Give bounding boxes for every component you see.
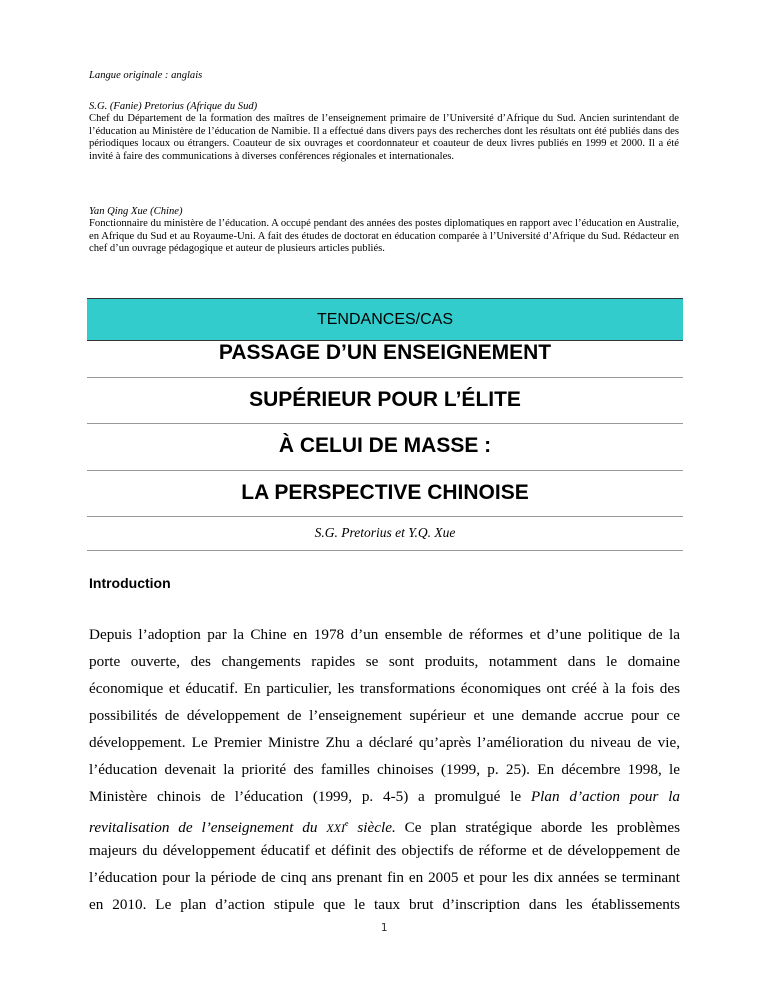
section-heading: Introduction — [89, 575, 171, 591]
author-bio-xue — [89, 206, 679, 256]
title-divider — [87, 377, 683, 378]
bio-text: Chef du Département de la formation des maîtres de l’enseignement primaire de l’Université d’Afrique du Sud. Ancien surintendant de l’éducation au Ministère de l’éducation de Namibie. Il a effectué dans divers pays des recherches dont les résultats ont été publiés dans des périodiques locaux ou étrangers. Coauteur de six ouvrages et coordonnateur et coauteur de deux livres publiés en 1999 et 2000. Il a été invité à faire des communications à diverses conférences régionales et internationales. — [89, 113, 679, 162]
body-line: développement. Le Premier Ministre Zhu a déclaré qu’après l’amélioration du niveau de vie, — [89, 734, 680, 751]
author-bio-pretorius — [89, 101, 679, 163]
bio-text: Fonctionnaire du ministère de l’éducation. A occupé pendant des années des postes diplomatiques en rapport avec l’éducation en Australie, en Afrique du Sud et au Royaume-Uni. A fait des études de doctorat en éducation comparée à l’Université d’Afrique du Sud. Rédacteur en chef d’un ouvrage pédagogique et auteur de plusieurs articles publiés. — [89, 218, 679, 255]
page-number: 1 — [380, 921, 388, 934]
body-line — [89, 787, 680, 807]
title-divider — [87, 423, 683, 424]
title-divider — [87, 470, 683, 471]
body-line: majeurs du développement éducatif et définit des objectifs de réforme et de développement de — [89, 842, 680, 859]
title-divider — [87, 516, 683, 517]
body-line: l’éducation devenait la priorité des familles chinoises (1999, p. 25). En décembre 1998, le — [89, 761, 680, 778]
body-text: Ce plan stratégique aborde les problèmes — [404, 819, 681, 837]
body-line — [89, 814, 680, 838]
body-line: l’éducation pour la période de cinq ans prenant fin en 2005 et pour les dix années se terminant — [89, 869, 680, 886]
title-line-2: SUPÉRIEUR POUR L’ÉLITE — [249, 388, 521, 411]
plan-title-italic: Plan d’action pour la — [530, 788, 681, 805]
body-line: porte ouverte, des changements rapides se sont produits, notamment dans le domaine — [89, 653, 680, 670]
section-banner: TENDANCES/CAS — [87, 298, 683, 341]
authors-divider — [87, 550, 683, 551]
plan-title-italic: siècle. — [357, 819, 396, 837]
century-superscript: e — [344, 819, 349, 828]
century-numeral: XXI — [326, 821, 345, 836]
bio-name: S.G. (Fanie) Pretorius (Afrique du Sud) — [89, 101, 258, 112]
bio-name: Yan Qing Xue (Chine) — [89, 206, 183, 217]
language-note: Langue originale : anglais — [89, 70, 203, 81]
plan-title-italic: revitalisation de l’enseignement du — [89, 819, 318, 837]
body-line: possibilités de développement de l’enseignement supérieur et une demande accrue pour ce — [89, 707, 680, 724]
title-line-3: À CELUI DE MASSE : — [278, 434, 492, 457]
body-line: économique et éducatif. En particulier, les transformations économiques ont créé à la fois des — [89, 680, 680, 697]
body-line: Depuis l’adoption par la Chine en 1978 d’un ensemble de réformes et d’une politique de la — [89, 626, 680, 643]
article-authors: S.G. Pretorius et Y.Q. Xue — [314, 525, 456, 540]
body-text: Ministère chinois de l’éducation (1999, p. 4-5) a promulgué le — [89, 788, 522, 805]
body-line: en 2010. Le plan d’action stipule que le taux brut d’inscription dans les établissements — [89, 896, 680, 913]
title-line-1: PASSAGE D’UN ENSEIGNEMENT — [218, 341, 552, 364]
title-line-4: LA PERSPECTIVE CHINOISE — [241, 481, 529, 504]
